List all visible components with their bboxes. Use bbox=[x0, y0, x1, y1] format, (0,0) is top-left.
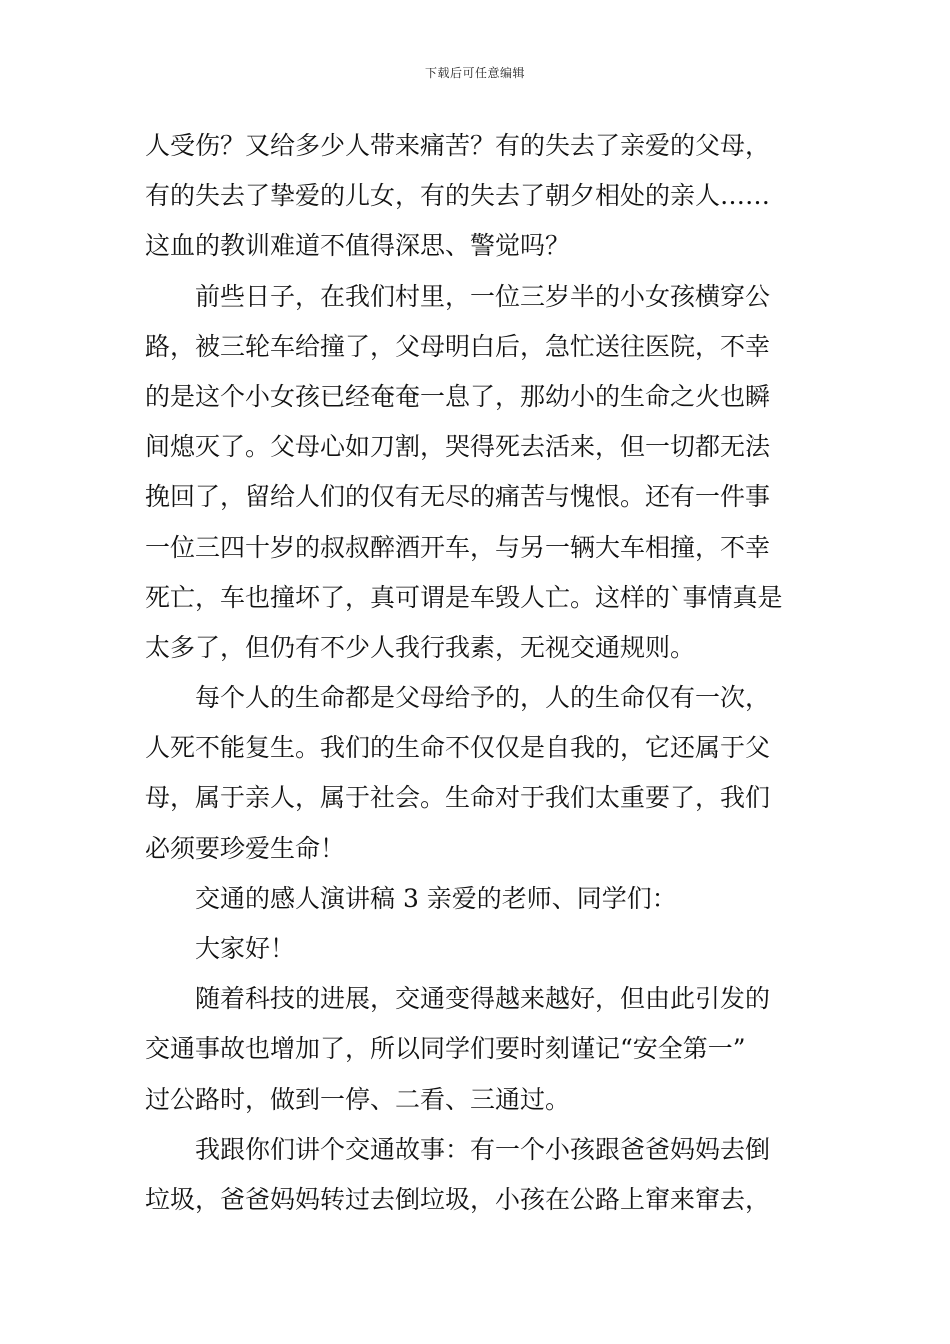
text-line: 有的失去了挚爱的儿女，有的失去了朝夕相处的亲人…… bbox=[145, 181, 771, 211]
text-line: 随着科技的进展，交通变得越来越好，但由此引发的 bbox=[195, 984, 771, 1014]
text-line: 前些日子，在我们村里，一位三岁半的小女孩横穿公 bbox=[195, 281, 771, 311]
text-line: 交通事故也增加了，所以同学们要时刻谨记“安全第一” bbox=[145, 1034, 746, 1064]
text-line: 母，属于亲人，属于社会。生命对于我们太重要了，我们 bbox=[145, 783, 771, 813]
document-body bbox=[145, 121, 815, 1225]
text-line: 一位三四十岁的叔叔醉酒开车，与另一辆大车相撞，不幸 bbox=[145, 532, 771, 562]
text-line: 的是这个小女孩已经奄奄一息了，那幼小的生命之火也瞬 bbox=[145, 381, 771, 411]
text-line: 我跟你们讲个交通故事：有一个小孩跟爸爸妈妈去倒 bbox=[195, 1134, 771, 1164]
text-line: 每个人的生命都是父母给予的，人的生命仅有一次， bbox=[195, 683, 771, 713]
text-line: 挽回了，留给人们的仅有无尽的痛苦与愧恨。还有一件事 bbox=[145, 482, 771, 512]
page-header: 下载后可任意编辑 bbox=[424, 66, 525, 80]
text-line: 这血的教训难道不值得深思、警觉吗？ bbox=[145, 231, 571, 261]
text-line: 太多了，但仍有不少人我行我素，无视交通规则。 bbox=[145, 632, 696, 662]
text-line: 人受伤？又给多少人带来痛苦？有的失去了亲爱的父母， bbox=[145, 131, 771, 160]
text-line: 间熄灭了。父母心如刀割，哭得死去活来，但一切都无法 bbox=[145, 432, 771, 462]
text-line: 大家好！ bbox=[195, 934, 296, 963]
text-line: 路，被三轮车给撞了，父母明白后，急忙送往医院，不幸 bbox=[145, 331, 771, 361]
text-line: 必须要珍爱生命！ bbox=[145, 833, 346, 863]
text-line: 过公路时，做到一停、二看、三通过。 bbox=[145, 1084, 571, 1114]
text-line: 人死不能复生。我们的生命不仅仅是自我的，它还属于父 bbox=[145, 733, 771, 763]
text-line: 交通的感人演讲稿 3 亲爱的老师、同学们： bbox=[195, 883, 677, 913]
text-line: 垃圾，爸爸妈妈转过去倒垃圾，小孩在公路上窜来窜去， bbox=[145, 1184, 771, 1214]
text-line: 死亡，车也撞坏了，真可谓是车毁人亡。这样的`事情真是 bbox=[145, 582, 783, 612]
